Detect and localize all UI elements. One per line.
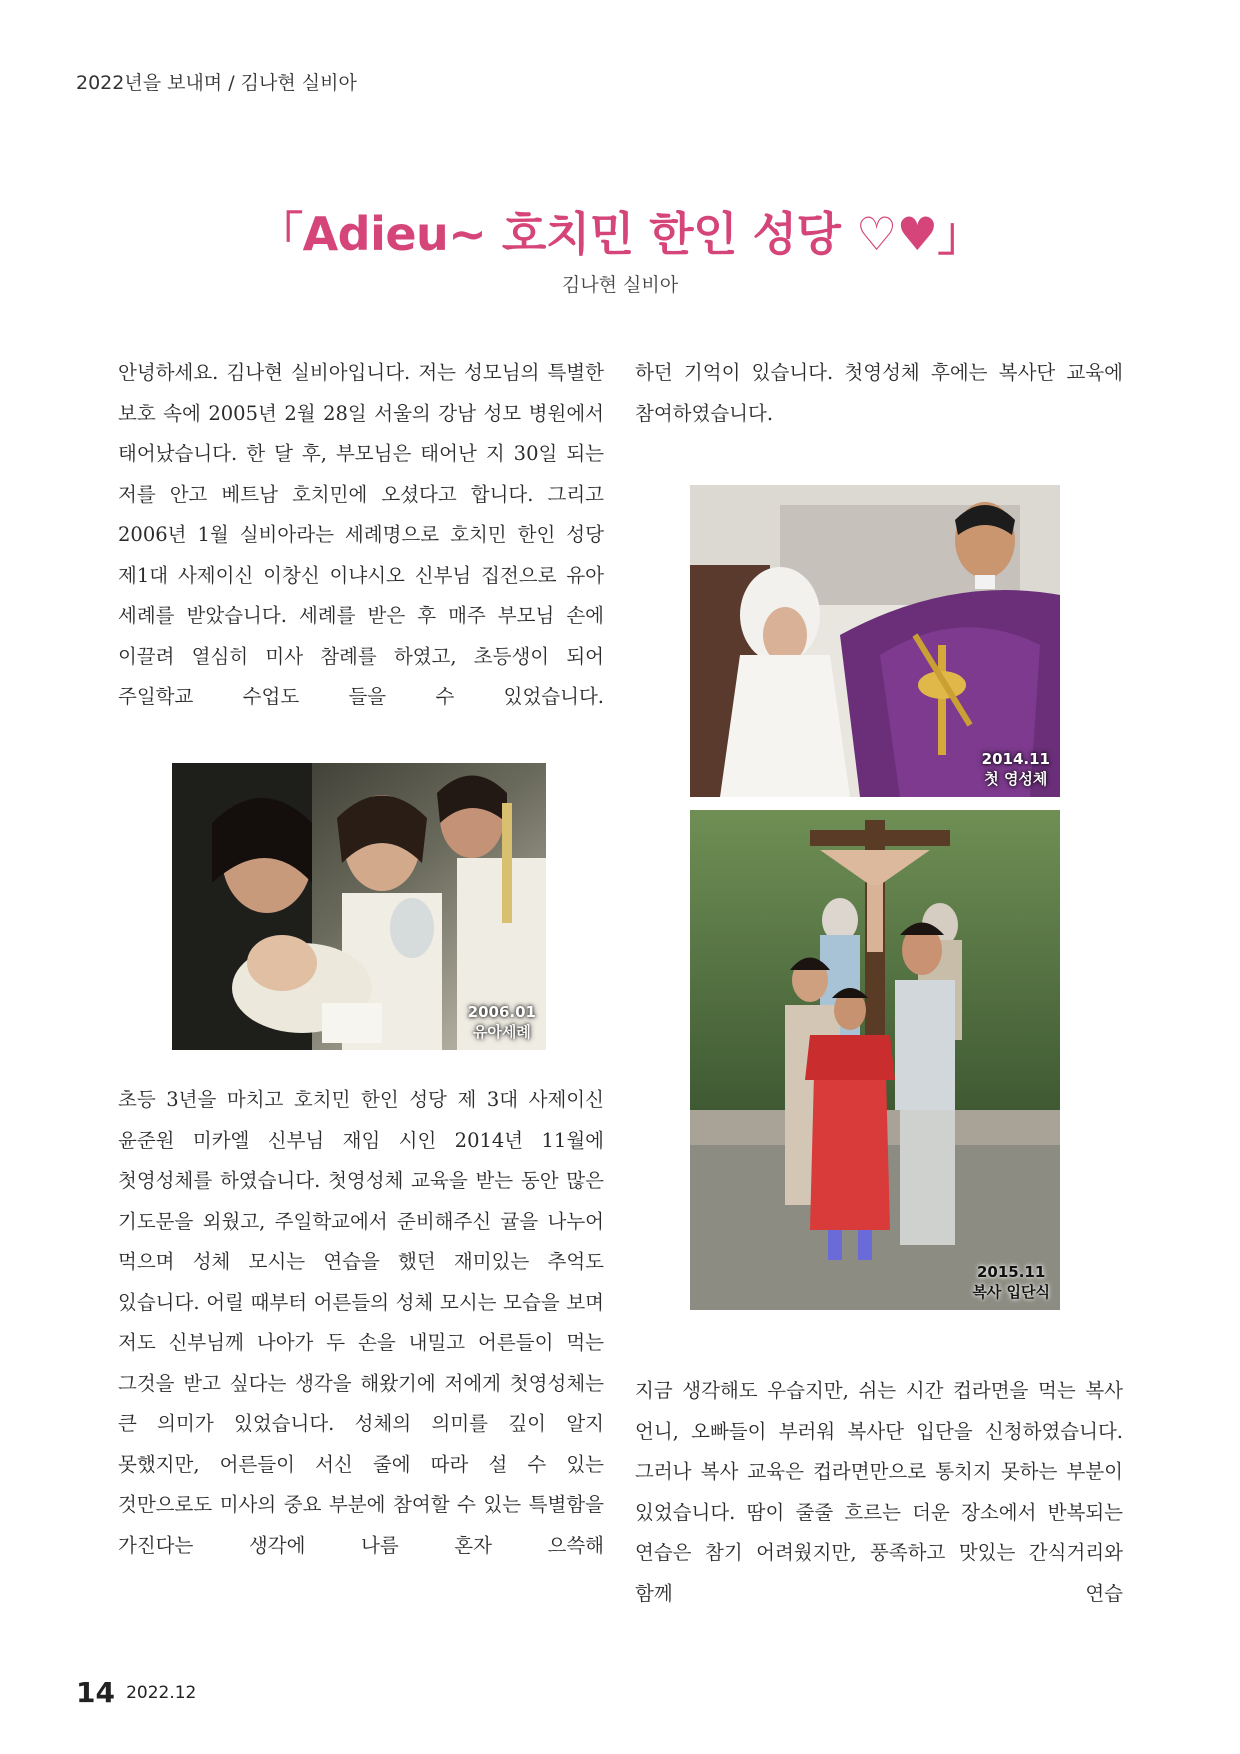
article-title: 「Adieu~ 호치민 한인 성당 ♡♥」 — [257, 207, 983, 261]
photo-altar-server-induction — [690, 810, 1060, 1310]
page-footer — [76, 1676, 196, 1709]
photo-first-communion — [690, 485, 1060, 797]
paragraph-altar-training: 하던 기억이 있습니다. 첫영성체 후에는 복사단 교육에 참여하였습니다. — [635, 361, 1123, 425]
photo-infant-baptism — [172, 763, 546, 1050]
baptism-caption: 2006.01 유아세례 — [467, 1003, 536, 1041]
paragraph-altar-server: 지금 생각해도 우습지만, 쉬는 시간 컵라면을 먹는 복사 언니, 오빠들이 부러워 복사단 입단을 신청하였습니다. 그러나 복사 교육은 컵라면만으로 통치지 못하는 부분이 있었습니다. 땀이 줄줄 흐르는 더운 장소에서 반복되는 연습은 참기 어려웠지만, 풍족하고 맛있는 간식거리와 함께 연습 — [635, 1379, 1123, 1605]
paragraph-intro: 안녕하세요. 김나현 실비아입니다. 저는 성모님의 특별한 보호 속에 2005년 2월 28일 서울의 강남 성모 병원에서 태어났습니다. 한 달 후, 부모님은 태어난 지 30일 되는 저를 안고 베트남 호치민에 오셨다고 합니다. 그리고 2006년 1월 실비아라는 세례명으로 호치민 한인 성당 제1대 사제이신 이창신 이냐시오 신부님 집전으로 유아 세례를 받았습니다. 세례를 받은 후 매주 부모님 손에 이끌려 열심히 미사 참례를 하였고, 초등생이 되어 주일학교 수업도 들을 수 있었습니다. — [118, 361, 604, 708]
issue-date: 2022.12 — [126, 1682, 197, 1703]
article-byline: 김나현 실비아 — [561, 274, 679, 296]
running-header: 2022년을 보내며 / 김나현 실비아 — [76, 72, 357, 94]
page-number: 14 — [76, 1676, 115, 1709]
altar-photo-image — [690, 810, 1060, 1310]
paragraph-first-communion: 초등 3년을 마치고 호치민 한인 성당 제 3대 사제이신 윤준원 미카엘 신부님 재임 시인 2014년 11월에 첫영성체를 하였습니다. 첫영성체 교육을 받는 동안 많은 기도문을 외웠고, 주일학교에서 준비해주신 귤을 나누어 먹으며 성체 모시는 연습을 했던 재미있는 추억도 있습니다. 어릴 때부터 어른들의 성체 모시는 모습을 보며 저도 신부님께 나아가 두 손을 내밀고 어른들이 먹는 그것을 받고 싶다는 생각을 해왔기에 저에게 첫영성체는 큰 의미가 있었습니다. 성체의 의미를 깊이 알지 못했지만, 어른들이 서신 줄에 따라 설 수 있는 것만으로도 미사의 중요 부분에 참여할 수 있는 특별함을 가진다는 생각에 나름 혼자 으쓱해 — [118, 1088, 604, 1557]
communion-caption: 2014.11 첫 영성체 — [981, 750, 1050, 788]
altar-caption: 2015.11 복사 입단식 — [972, 1263, 1050, 1301]
